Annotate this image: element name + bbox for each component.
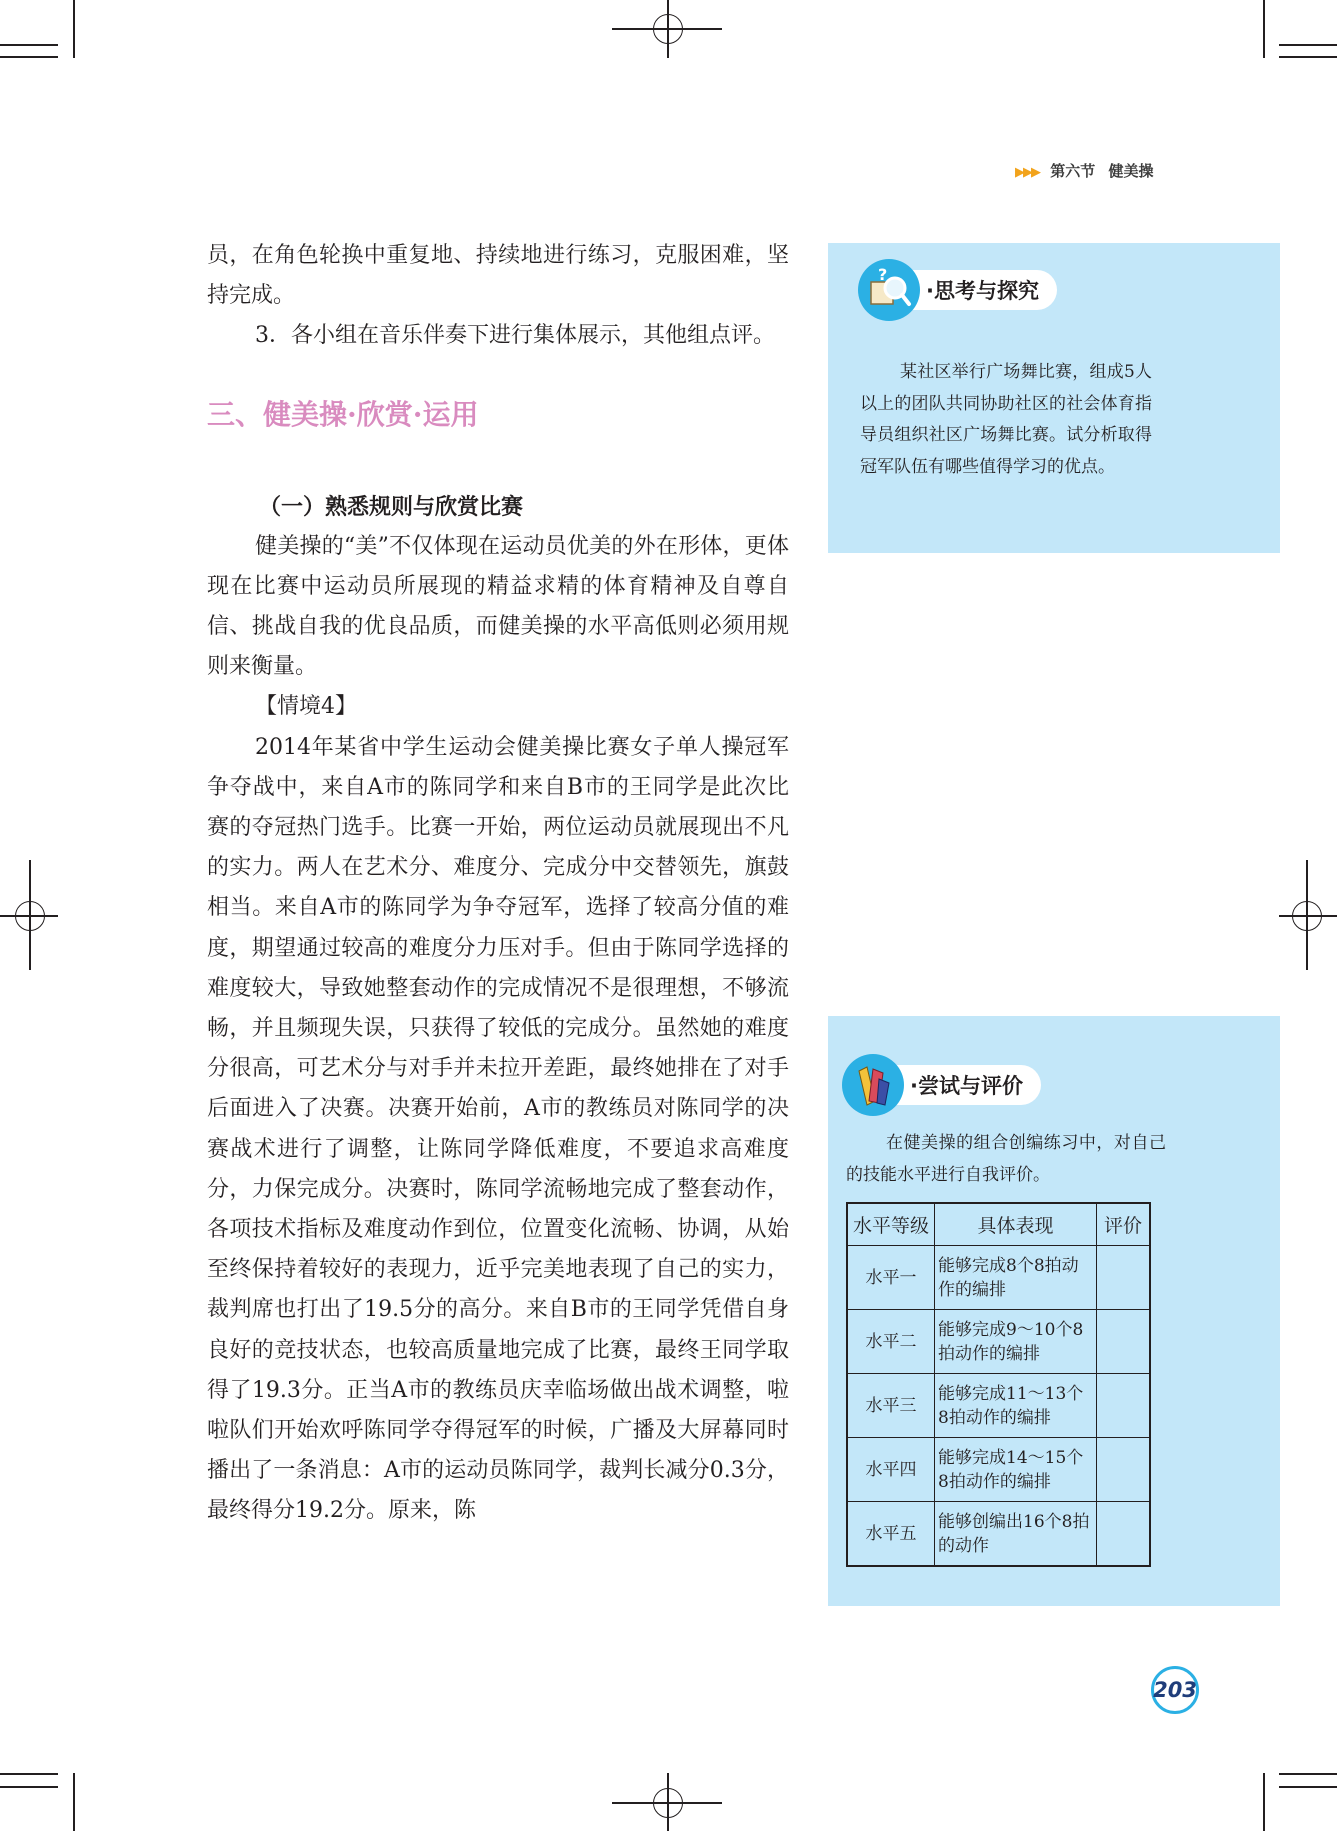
self-evaluation-table (846, 1202, 1151, 1567)
desc-cell: 能够完成11～13个8拍动作的编排 (935, 1374, 1097, 1438)
try-evaluate-text: 在健美操的组合创编练习中，对自己的技能水平进行自我评价。 (846, 1133, 1166, 1185)
header-section: 第六节 (1050, 162, 1096, 180)
svg-text:?: ? (878, 266, 888, 284)
table-row (847, 1374, 1150, 1438)
think-explore-text: 某社区举行广场舞比赛，组成5人以上的团队共同协助社区的社会体育指导员组织社区广场舞比赛。试分析取得冠军队伍有哪些值得学习的优点。 (860, 362, 1152, 477)
section-title: 三、健美操·欣赏·运用 (207, 397, 479, 431)
desc-cell: 能够完成8个8拍动作的编排 (935, 1246, 1097, 1310)
score-cell (1097, 1438, 1151, 1502)
magnifier-question-icon (858, 259, 920, 321)
subsection-title: （一）熟悉规则与欣赏比赛 (259, 493, 524, 520)
main-column (207, 236, 789, 1532)
level-cell: 水平二 (847, 1310, 935, 1374)
continued-paragraph: 员，在角色轮换中重复地、持续地进行练习，克服困难，坚持完成。 (207, 243, 789, 309)
level-cell: 水平一 (847, 1246, 935, 1310)
header-desc: 具体表现 (935, 1203, 1097, 1246)
level-cell: 水平三 (847, 1374, 935, 1438)
level-cell: 水平五 (847, 1502, 935, 1567)
page-number: 203 (1151, 1666, 1199, 1714)
step-3: 3．各小组在音乐伴奏下进行集体展示，其他组点评。 (255, 323, 775, 349)
score-cell (1097, 1374, 1151, 1438)
header-score: 评价 (1097, 1203, 1151, 1246)
table-row (847, 1502, 1150, 1567)
header-arrows-icon: ▶▶▶ (1015, 165, 1039, 180)
try-evaluate-header (842, 1056, 1041, 1114)
intro-paragraph: 健美操的“美”不仅体现在运动员优美的外在形体，更体现在比赛中运动员所展现的精益求精的体育精神及自尊自信、挑战自我的优良品质，而健美操的水平高低则必须用规则来衡量。 (207, 533, 789, 680)
think-explore-title: ·思考与探究 (912, 270, 1057, 310)
level-cell: 水平四 (847, 1438, 935, 1502)
header-title: 健美操 (1108, 162, 1154, 180)
header-level: 水平等级 (847, 1203, 935, 1246)
think-explore-header (858, 261, 1057, 319)
table-header-row (847, 1203, 1150, 1246)
score-cell (1097, 1246, 1151, 1310)
table-row (847, 1246, 1150, 1310)
story-paragraph: 2014年某省中学生运动会健美操比赛女子单人操冠军争夺战中，来自A市的陈同学和来自B市的王同学是此次比赛的夺冠热门选手。比赛一开始，两位运动员就展现出不凡的实力。两人在艺术分、难度分、完成分中交替领先，旗鼓相当。来自A市的陈同学为争夺冠军，选择了较高分值的难度，期望通过较高的难度分力压对手。但由于陈同学选择的难度较大，导致她整套动作的完成情况不是很理想，不够流畅，并且频现失误，只获得了较低的完成分。虽然她的难度分很高，可艺术分与对手并未拉开差距，最终她排在了对手后面进入了决赛。决赛开始前，A市的教练员对陈同学的决赛战术进行了调整，让陈同学降低难度，不要追求高难度分，力保完成分。决赛时，陈同学流畅地完成了整套动作，各项技术指标及难度动作到位，位置变化流畅、协调，从始至终保持着较好的表现力，近乎完美地表现了自己的实力，裁判席也打出了19.5分的高分。来自B市的王同学凭借自身良好的竞技状态，也较高质量地完成了比赛，最终王同学取得了19.3分。正当A市的教练员庆幸临场做出战术调整，啦啦队们开始欢呼陈同学夺得冠军的时候，广播及大屏幕同时播出了一条消息：A市的运动员陈同学，裁判长减分0.3分，最终得分19.2分。原来，陈 (207, 734, 789, 1524)
try-evaluate-box (828, 1016, 1280, 1606)
pencil-ruler-icon (842, 1054, 904, 1116)
desc-cell: 能够完成14～15个8拍动作的编排 (935, 1438, 1097, 1502)
situation-label: 【情境4】 (255, 694, 357, 720)
think-explore-box (828, 243, 1280, 553)
score-cell (1097, 1310, 1151, 1374)
running-header (1015, 160, 1154, 181)
desc-cell: 能够完成9～10个8拍动作的编排 (935, 1310, 1097, 1374)
score-cell (1097, 1502, 1151, 1567)
table-row (847, 1438, 1150, 1502)
desc-cell: 能够创编出16个8拍的动作 (935, 1502, 1097, 1567)
try-evaluate-title: ·尝试与评价 (896, 1065, 1041, 1105)
table-row (847, 1310, 1150, 1374)
